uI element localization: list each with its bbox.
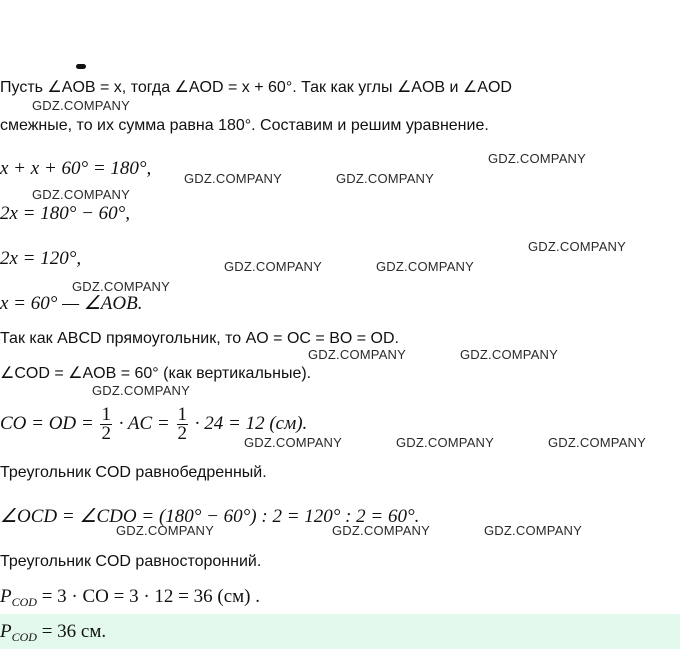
eq9-right: · 24 = 12 (см). xyxy=(194,413,308,434)
watermark: GDZ.COMPANY xyxy=(244,435,343,450)
equation-line-5: 2x = 120°, xyxy=(0,248,82,269)
answer-symbol: P xyxy=(0,621,12,642)
watermark: GDZ.COMPANY xyxy=(488,151,587,166)
stray-mark xyxy=(76,64,86,69)
equation-line-3: x + x + 60° = 180°, xyxy=(0,158,152,179)
text-line-1: Пусть ∠AOB = x, тогда ∠AOD = x + 60°. Так как углы ∠AOB и ∠AOD xyxy=(0,79,512,96)
answer-subscript: COD xyxy=(11,630,37,644)
equation-line-11: ∠OCD = ∠CDO = (180° − 60°) : 2 = 120° : 2 = 60°. xyxy=(0,506,420,527)
watermark: GDZ.COMPANY xyxy=(32,187,131,202)
watermark: GDZ.COMPANY xyxy=(548,435,647,450)
watermark: GDZ.COMPANY xyxy=(92,383,191,398)
fraction-1-num: 1 xyxy=(101,404,111,426)
eq9-left: CO = OD = xyxy=(0,413,94,434)
text-line-12: Треугольник COD равносторонний. xyxy=(0,553,262,570)
text-line-2: смежные, то их сумма равна 180°. Составим и решим уравнение. xyxy=(0,117,489,134)
watermark: GDZ.COMPANY xyxy=(184,171,283,186)
fraction-2-num: 1 xyxy=(177,404,187,426)
watermark: GDZ.COMPANY xyxy=(224,259,323,274)
answer-line xyxy=(0,620,106,649)
watermark: GDZ.COMPANY xyxy=(336,171,435,186)
watermark: GDZ.COMPANY xyxy=(116,523,215,538)
watermark: GDZ.COMPANY xyxy=(332,523,431,538)
watermark: GDZ.COMPANY xyxy=(460,347,559,362)
fraction-2-den: 2 xyxy=(177,423,187,445)
answer-rest: = 36 см. xyxy=(41,621,107,642)
perimeter-symbol: P xyxy=(0,586,12,607)
watermark: GDZ.COMPANY xyxy=(528,239,627,254)
fraction-1 xyxy=(100,406,112,443)
perimeter-rest: = 3 · CO = 3 · 12 = 36 (см) . xyxy=(41,586,261,607)
watermark: GDZ.COMPANY xyxy=(72,279,171,294)
perimeter-subscript: COD xyxy=(11,595,37,609)
watermark: GDZ.COMPANY xyxy=(396,435,495,450)
watermark: GDZ.COMPANY xyxy=(376,259,475,274)
fraction-2 xyxy=(177,406,189,443)
perimeter-line xyxy=(0,585,260,614)
fraction-1-den: 2 xyxy=(101,423,111,445)
watermark: GDZ.COMPANY xyxy=(32,98,131,113)
eq9-mid: · AC = xyxy=(118,413,170,434)
watermark: GDZ.COMPANY xyxy=(484,523,583,538)
equation-line-4: 2x = 180° − 60°, xyxy=(0,203,131,224)
text-line-10: Треугольник COD равнобедренный. xyxy=(0,464,267,481)
equation-line-6: x = 60° — ∠AOB. xyxy=(0,293,143,314)
text-line-8: ∠COD = ∠AOB = 60° (как вертикальные). xyxy=(0,365,312,382)
text-line-7: Так как ABCD прямоугольник, то AO = OC = BO = OD. xyxy=(0,330,399,347)
watermark: GDZ.COMPANY xyxy=(308,347,407,362)
